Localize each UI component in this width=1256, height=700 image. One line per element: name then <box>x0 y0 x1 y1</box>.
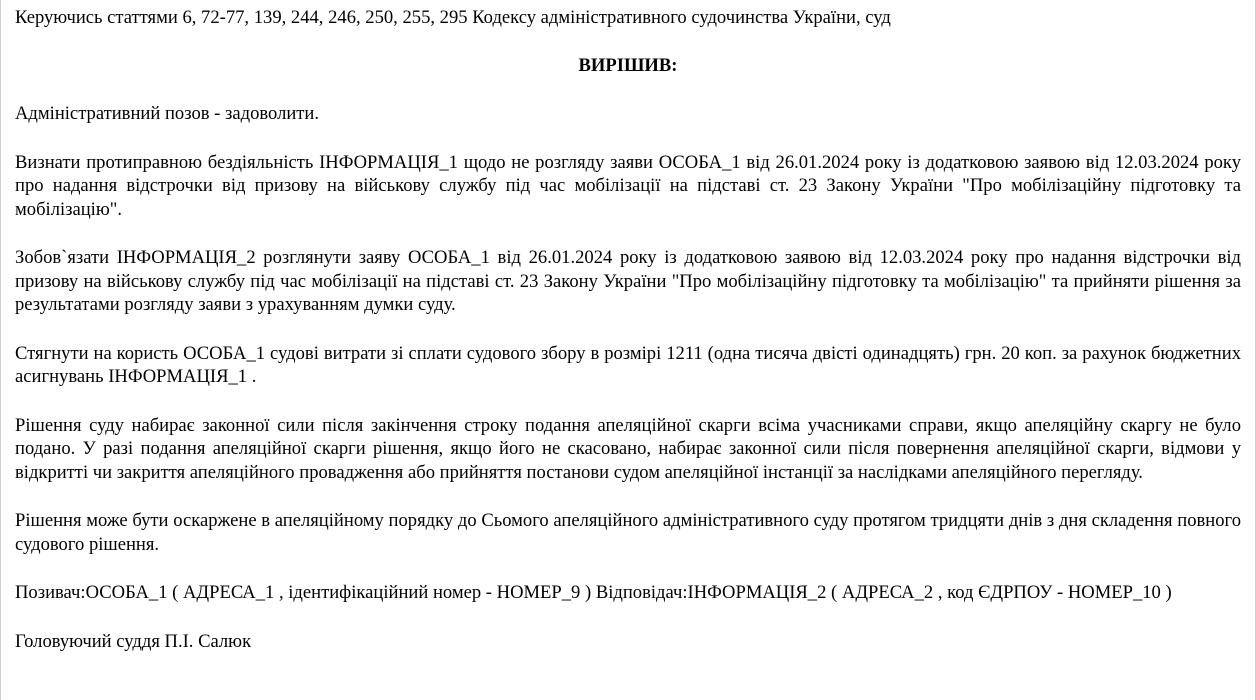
court-decision-document <box>1 0 1255 653</box>
decision-heading: ВИРІШИВ: <box>578 54 678 76</box>
paragraph-claim-granted: Адміністративний позов - задоволити. <box>15 103 320 124</box>
intro-paragraph: Керуючись статтями 6, 72-77, 139, 244, 246, 250, 255, 295 Кодексу адміністративного судочинства України, суд <box>15 7 891 28</box>
paragraph-oblige-review: Зобов`язати ІНФОРМАЦІЯ_2 розглянути заяву ОСОБА_1 від 26.01.2024 року із додатковою заявою від 12.03.2024 року про надання відстрочки від призову на військову службу під час мобілізації на підставі ст. 23 Закону України "Про мобілізаційну підготовку та мобілізацію" та прийняти рішення за результатами розгляду заяви з урахуванням думки суду. <box>15 247 1241 315</box>
paragraph-parties: Позивач:ОСОБА_1 ( АДРЕСА_1 , ідентифікаційний номер - НОМЕР_9 ) Відповідач:ІНФОРМАЦІЯ_2 ( АДРЕСА_2 , код ЄДРПОУ - НОМЕР_10 ) <box>15 582 1172 603</box>
paragraph-appeal: Рішення може бути оскаржене в апеляційному порядку до Сьомого апеляційного адміністративного суду протягом тридцяти днів з дня складення повного судового рішення. <box>15 510 1241 555</box>
paragraph-recognize-unlawful: Визнати протиправною бездіяльність ІНФОРМАЦІЯ_1 щодо не розгляду заяви ОСОБА_1 від 26.01.2024 року із додатковою заявою від 12.03.2024 року про надання відстрочки від призову на військову службу під час мобілізації на підставі ст. 23 Закону України "Про мобілізаційну підготовку та мобілізацію". <box>15 151 1241 220</box>
paragraph-entry-into-force: Рішення суду набирає законної сили після закінчення строку подання апеляційної скарги всіма учасниками справи, якщо апеляційну скаргу не було подано. У разі подання апеляційної скарги рішення, якщо його не скасовано, набирає законної сили після повернення апеляційної скарги, відмови у відкритті чи закриття апеляційного провадження або прийняття постанови судом апеляційної інстанції за наслідками апеляційного перегляду. <box>15 414 1241 483</box>
paragraph-court-costs: Стягнути на користь ОСОБА_1 судові витрати зі сплати судового збору в розмірі 1211 (одна тисяча двісті одинадцять) грн. 20 коп. за рахунок бюджетних асигнувань ІНФОРМАЦІЯ_1 . <box>15 342 1241 387</box>
paragraph-judge-signature: Головуючий суддя П.І. Салюк <box>15 630 252 652</box>
